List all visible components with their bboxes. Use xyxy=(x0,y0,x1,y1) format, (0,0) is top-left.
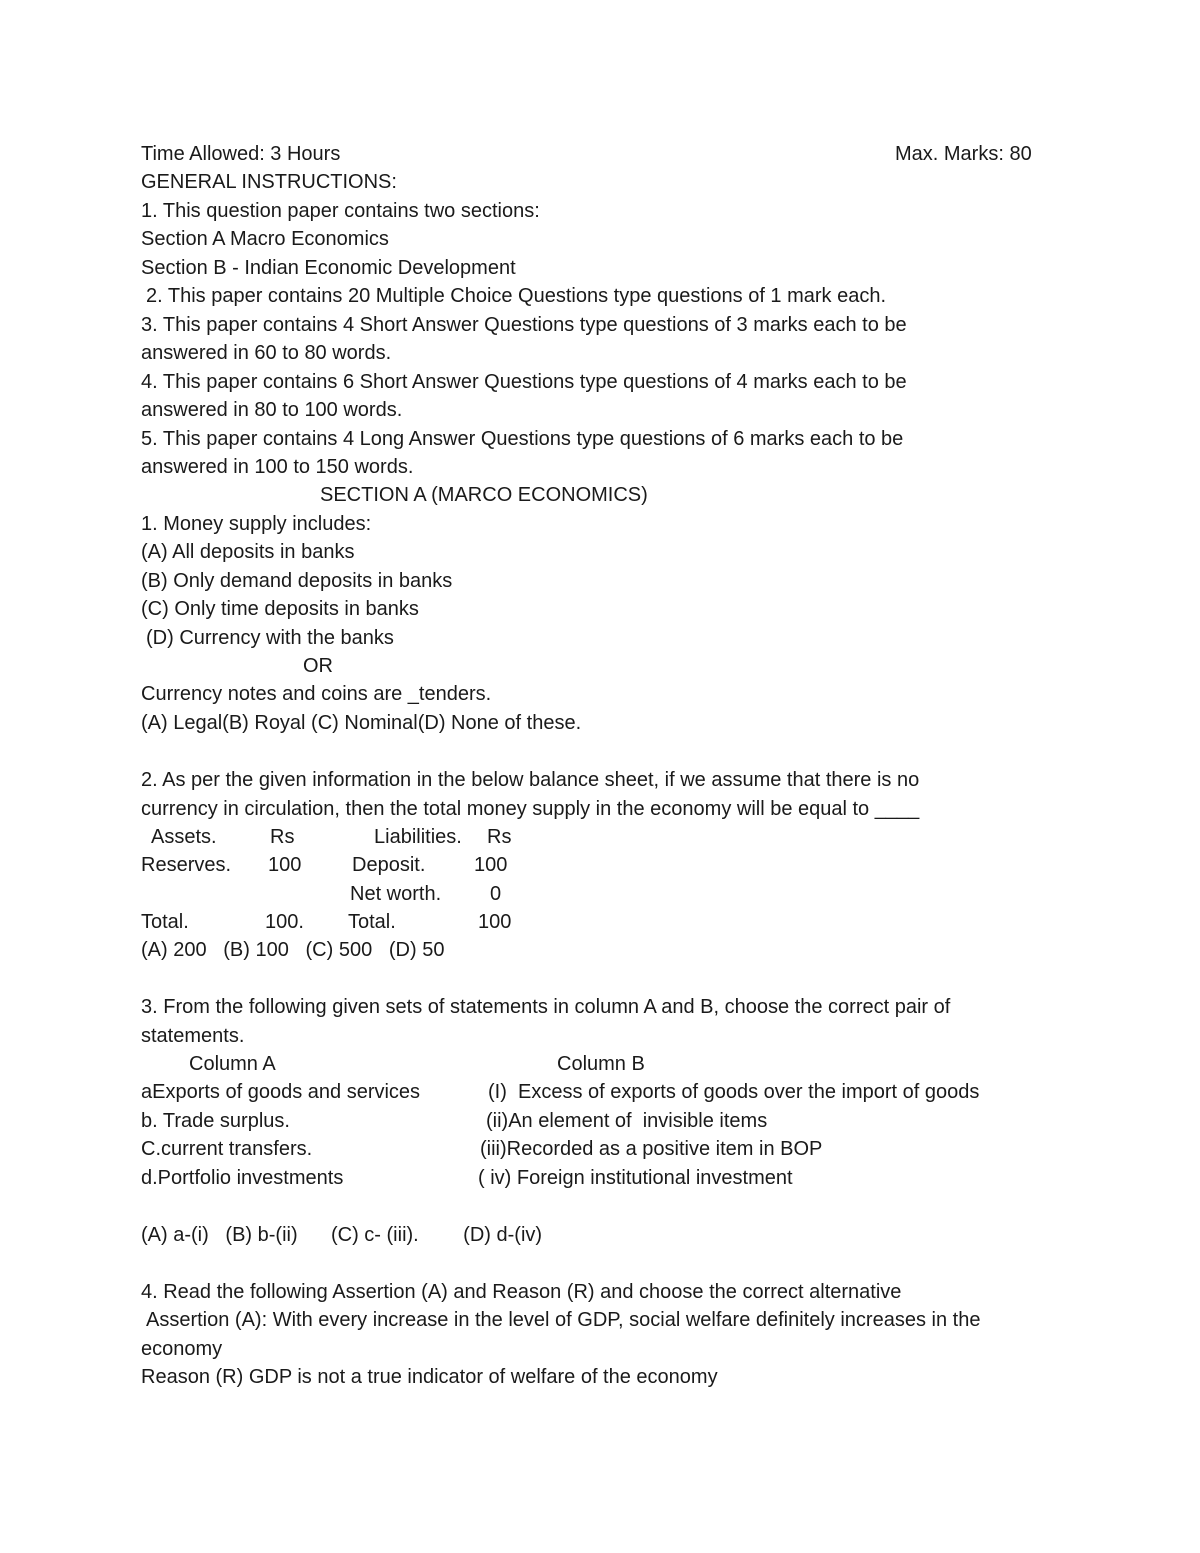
balance-cell: Total. xyxy=(141,911,189,933)
q4-reason: Reason (R) GDP is not a true indicator of welfare of the economy xyxy=(141,1366,718,1388)
balance-header-rs: Rs xyxy=(270,826,295,848)
q4-stem: 4. Read the following Assertion (A) and Reason (R) and choose the correct alternative xyxy=(141,1281,902,1303)
balance-cell: 0 xyxy=(490,883,502,905)
instruction-4-line2: answered in 80 to 100 words. xyxy=(141,399,403,421)
column-a-item: d.Portfolio investments xyxy=(141,1167,344,1189)
q4-assertion-line1: Assertion (A): With every increase in the level of GDP, social welfare definitely increases in the xyxy=(146,1309,981,1331)
q1-stem: 1. Money supply includes: xyxy=(141,513,372,535)
balance-cell: 100 xyxy=(478,911,512,933)
column-a-heading: Column A xyxy=(189,1053,276,1075)
q4-assertion-line2: economy xyxy=(141,1338,223,1360)
column-a-item: aExports of goods and services xyxy=(141,1081,421,1103)
instruction-3-line1: 3. This paper contains 4 Short Answer Questions type questions of 3 marks each to be xyxy=(141,314,907,336)
section-title: SECTION A (MARCO ECONOMICS) xyxy=(320,484,648,506)
instruction-2: 2. This paper contains 20 Multiple Choice Questions type questions of 1 mark each. xyxy=(146,285,887,307)
column-b-item: (I) Excess of exports of goods over the import of goods xyxy=(488,1081,980,1103)
column-b-heading: Column B xyxy=(557,1053,645,1075)
column-b-item: (ii)An element of invisible items xyxy=(486,1110,768,1132)
balance-header-liabilities: Liabilities. xyxy=(374,826,462,848)
section-a-label: Section A Macro Economics xyxy=(141,228,389,250)
balance-cell: 100 xyxy=(268,854,302,876)
balance-cell: Reserves. xyxy=(141,854,232,876)
instruction-3-line2: answered in 60 to 80 words. xyxy=(141,342,392,364)
instruction-5-line2: answered in 100 to 150 words. xyxy=(141,456,414,478)
column-b-item: (iii)Recorded as a positive item in BOP xyxy=(480,1138,823,1160)
column-a-item: C.current transfers. xyxy=(141,1138,313,1160)
column-b-item: ( iv) Foreign institutional investment xyxy=(478,1167,793,1189)
q3-stem-line2: statements. xyxy=(141,1025,245,1047)
q1-option-b: (B) Only demand deposits in banks xyxy=(141,570,453,592)
q1-alt-options: (A) Legal(B) Royal (C) Nominal(D) None of these. xyxy=(141,712,582,734)
balance-cell: 100 xyxy=(474,854,508,876)
balance-cell: Net worth. xyxy=(350,883,442,905)
q2-stem-line2: currency in circulation, then the total money supply in the economy will be equal to ____ xyxy=(141,798,920,820)
q1-option-a: (A) All deposits in banks xyxy=(141,541,355,563)
q1-or: OR xyxy=(303,655,333,677)
instruction-4-line1: 4. This paper contains 6 Short Answer Questions type questions of 4 marks each to be xyxy=(141,371,907,393)
q3-stem-line1: 3. From the following given sets of statements in column A and B, choose the correct pair of xyxy=(141,996,951,1018)
instruction-5-line1: 5. This paper contains 4 Long Answer Questions type questions of 6 marks each to be xyxy=(141,428,904,450)
q1-option-d: (D) Currency with the banks xyxy=(146,627,394,649)
max-marks: Max. Marks: 80 xyxy=(895,143,1032,165)
column-a-item: b. Trade surplus. xyxy=(141,1110,290,1132)
q1-option-c: (C) Only time deposits in banks xyxy=(141,598,419,620)
balance-cell: Total. xyxy=(348,911,396,933)
q2-stem-line1: 2. As per the given information in the below balance sheet, if we assume that there is no xyxy=(141,769,920,791)
balance-header-rs: Rs xyxy=(487,826,512,848)
section-b-label: Section B - Indian Economic Development xyxy=(141,257,516,279)
instruction-1: 1. This question paper contains two sections: xyxy=(141,200,540,222)
balance-cell: Deposit. xyxy=(352,854,426,876)
q3-options: (A) a-(i) (B) b-(ii) (C) c- (iii). (D) d-(iv) xyxy=(141,1224,543,1246)
time-allowed: Time Allowed: 3 Hours xyxy=(141,143,341,165)
instructions-heading: GENERAL INSTRUCTIONS: xyxy=(141,171,397,193)
q1-alt-stem: Currency notes and coins are _tenders. xyxy=(141,683,492,705)
balance-cell: 100. xyxy=(265,911,304,933)
q2-options: (A) 200 (B) 100 (C) 500 (D) 50 xyxy=(141,939,445,961)
balance-header-assets: Assets. xyxy=(151,826,217,848)
